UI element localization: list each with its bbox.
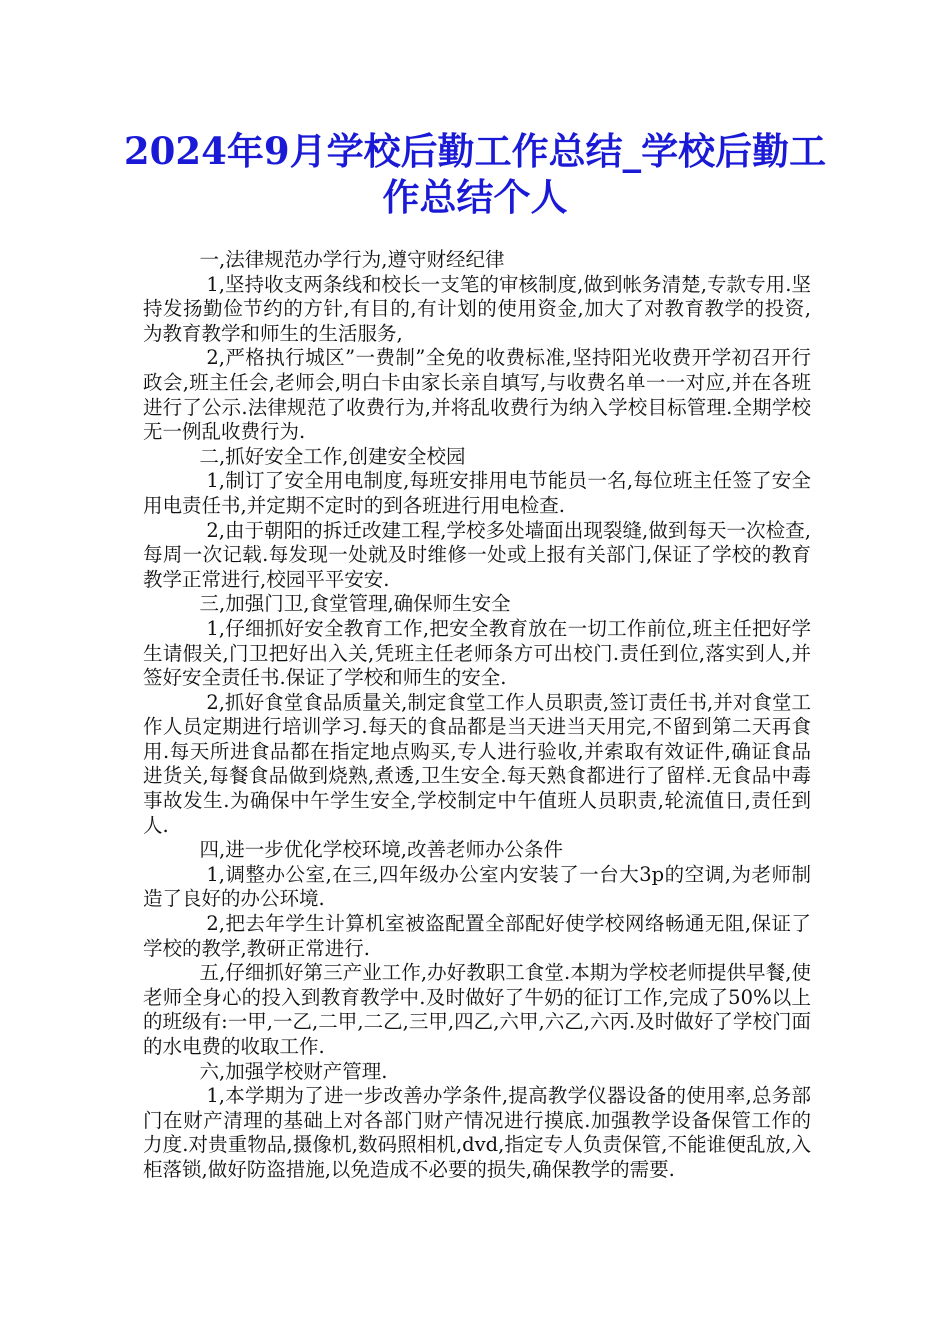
section-item: 1,坚持收支两条线和校长一支笔的审核制度,做到帐务清楚,专款专用.坚持发扬勤俭节约的方针,有目的,有计划的使用资金,加大了对教育教学的投资,为教育教学和师生的生活服务, (143, 272, 811, 345)
section-heading: 一,法律规范办学行为,遵守财经纪律 (199, 248, 505, 271)
section-item: 1,制订了安全用电制度,每班安排用电节能员一名,每位班主任签了安全用电责任书,并定期不定时的到各班进行用电检查. (143, 469, 811, 517)
section-item: 1,仔细抓好安全教育工作,把安全教育放在一切工作前位,班主任把好学生请假关,门卫把好出入关,凭班主任老师条方可出校门.责任到位,落实到人,并签好安全责任书.保证了学校和师生的安全. (143, 616, 811, 690)
section-item: 2,抓好食堂食品质量关,制定食堂工作人员职责,签订责任书,并对食堂工作人员定期进行培训学习.每天的食品都是当天进当天用完,不留到第二天再食用.每天所进食品都在指定地点购买,专人进行验收,并索取有效证件,确证食品进货关,每餐食品做到烧熟,煮透,卫生安全.每天熟食都进行了留样.无食品中毒事故发生.为确保中午学生安全,学校制定中午值班人员职责,轮流值日,责任到人. (143, 690, 811, 837)
section-heading: 五,仔细抓好第三产业工作,办好教职工食堂.本期为学校老师提供早餐,使老师全身心的投入到教育教学中.及时做好了牛奶的征订工作,完成了50%以上的班级有:一甲,一乙,二甲,二乙,三甲,四乙,六甲,六乙,六丙.及时做好了学校门面的水电费的收取工作. (143, 961, 811, 1058)
section-item: 1,本学期为了进一步改善办学条件,提高教学仪器设备的使用率,总务部门在财产清理的基础上对各部门财产情况进行摸底.加强教学设备保管工作的力度.对贵重物品,摄像机,数码照相机,dvd,指定专人负责保管,不能谁便乱放,入柜落锁,做好防盗措施,以免造成不必要的损失,确保教学的需要. (143, 1084, 811, 1181)
document-body (143, 248, 811, 1183)
document-title: 2024年9月学校后勤工作总结_学校后勤工作总结个人 (123, 129, 827, 219)
section-heading: 六,加强学校财产管理. (199, 1059, 388, 1083)
section-item: 1,调整办公室,在三,四年级办公室内安装了一台大3p的空调,为老师制造了良好的办公环境. (143, 862, 811, 911)
section-heading: 四,进一步优化学校环境,改善老师办公条件 (199, 838, 563, 862)
section-item: 2,由于朝阳的拆迁改建工程,学校多处墙面出现裂缝,做到每天一次检查,每周一次记载.每发现一处就及时维修一处或上报有关部门,保证了学校的教育教学正常进行,校园平平安安. (143, 518, 811, 591)
section-heading: 二,抓好安全工作,创建安全校园 (199, 444, 466, 468)
section-item: 2,把去年学生计算机室被盗配置全部配好使学校网络畅通无阻,保证了学校的教学,教研正常进行. (143, 912, 811, 960)
section-item: 2,严格执行城区”一费制”全免的收费标准,坚持阳光收费开学初召开行政会,班主任会,老师会,明白卡由家长亲自填写,与收费名单一一对应,并在各班进行了公示.法律规范了收费行为,并将乱收费行为纳入学校目标管理.全期学校无一例乱收费行为. (143, 346, 811, 444)
section-heading: 三,加强门卫,食堂管理,确保师生安全 (199, 592, 511, 616)
